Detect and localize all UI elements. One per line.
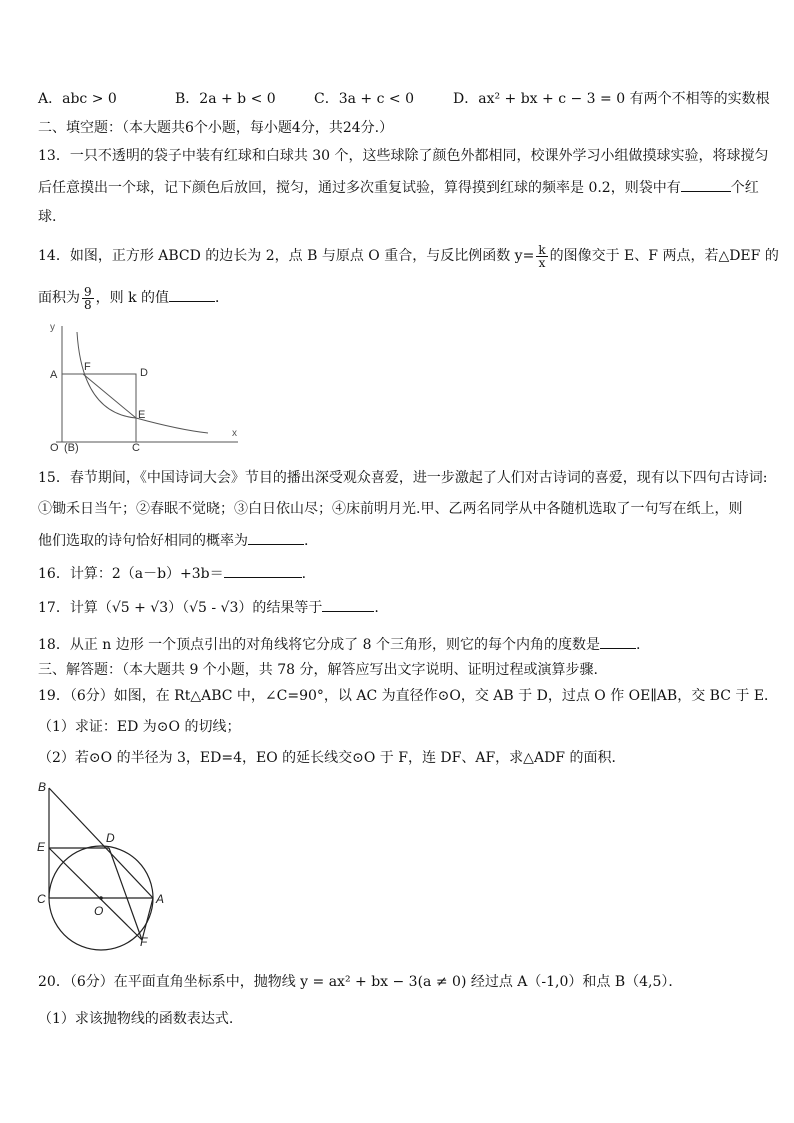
q18-text-a: 18．从正 n 边形 一个顶点引出的对角线将它分成了 8 个三角形，则它的每个内角的度数是 [38, 637, 600, 653]
label-b: (B) [64, 442, 79, 454]
q13-text-a: 后任意摸出一个球，记下颜色后放回，搅匀，通过多次重复试验，算得摸到红球的频率是 0.2，则袋中有 [38, 180, 681, 196]
q15-line-3 [38, 530, 308, 551]
q13-line-1: 13．一只不透明的袋子中装有红球和白球共 30 个，这些球除了颜色外都相同，校课外学习小组做摸球实验，将球搅匀 [38, 148, 769, 164]
q14-text-a: 14．如图，正方形 ABCD 的边长为 2，点 B 与原点 O 重合，与反比例函数 y= [38, 248, 535, 264]
label-y: y [50, 322, 55, 333]
q19-line-1: 19．（6分）如图，在 Rt△ABC 中，∠C=90°，以 AC 为直径作⊙O，交 AB 于 D，过点 O 作 OE∥AB，交 BC 于 E． [38, 688, 779, 704]
segment-ef [49, 848, 142, 940]
square-abcd [62, 374, 136, 442]
q14-answer-blank [169, 287, 215, 302]
q16-line [38, 563, 306, 584]
q14-function-fraction: $\frac{k}{x}$ [538, 242, 546, 270]
label-c: C [132, 442, 140, 454]
label-o: O [50, 442, 59, 454]
q17-text-b: . [374, 600, 379, 616]
q17-line [38, 597, 379, 618]
label-o: O [94, 904, 104, 918]
section-2-heading: 二、填空题：（本大题共6个小题，每小题4分，共24分.） [38, 120, 394, 136]
q13-line-2 [38, 177, 759, 198]
q18-answer-blank [600, 634, 636, 649]
segment-ba [49, 788, 153, 898]
q15-text-b: . [304, 533, 309, 549]
label-e: E [138, 409, 146, 421]
segment-af [142, 898, 153, 940]
segment-df [109, 848, 142, 940]
q20-line-2: （1）求该抛物线的函数表达式. [38, 1011, 234, 1027]
q19-line-2: （1）求证：ED 为⊙O 的切线； [38, 719, 241, 735]
q13-text-b: 个红 [730, 180, 759, 196]
label-a: A [156, 892, 165, 906]
q18-text-b: . [636, 637, 641, 653]
q20-line-1: 20．（6分）在平面直角坐标系中，抛物线 y = ax² + bx − 3(a ≠ 0) 经过点 A（-1,0）和点 B（4,5）． [38, 974, 683, 990]
label-e: E [37, 840, 46, 854]
q16-text-a: 16．计算：2（a－b）+3b＝ [38, 566, 224, 582]
q14-text-e: ． [215, 290, 230, 306]
q19-line-3: （2）若⊙O 的半径为 3，ED=4，EO 的延长线交⊙O 于 F，连 DF、AF，求△ADF 的面积． [38, 750, 626, 766]
segment-fe [83, 374, 136, 418]
label-a: A [50, 369, 58, 381]
option-b: B．2a + b < 0 [175, 91, 276, 107]
label-c: C [37, 892, 46, 906]
q14-area-fraction: $\frac{9}{8}$ [84, 284, 92, 312]
q19-figure [34, 778, 174, 953]
q14-text-c: 面积为 [38, 290, 80, 306]
q17-text-a: 17．计算（√5 + √3）（√5 - √3）的结果等于 [38, 600, 323, 616]
label-f: F [140, 935, 148, 949]
q15-line-2: ①锄禾日当午；②春眠不觉晓；③白日依山尽；④床前明月光.甲、乙两名同学从中各随机选取了一句写在纸上，则 [38, 501, 743, 517]
q17-answer-blank [322, 597, 374, 612]
label-x: x [232, 428, 237, 439]
q18-line [38, 634, 640, 655]
q14-line-2 [38, 283, 229, 313]
section-3-heading: 三、解答题：（本大题共 9 个小题，共 78 分，解答应写出文字说明、证明过程或演算步骤. [38, 662, 598, 678]
q13-line-3: 球. [38, 209, 57, 225]
label-b: B [38, 780, 47, 794]
q15-answer-blank [248, 530, 304, 545]
q14-figure [40, 318, 250, 458]
q16-answer-blank [224, 563, 302, 578]
q14-text-b: 的图像交于 E、F 两点，若△DEF 的 [549, 248, 779, 264]
option-c: C．3a + c < 0 [314, 91, 414, 107]
label-d: D [140, 367, 148, 379]
option-d: D．ax² + bx + c − 3 = 0 有两个不相等的实数根 [453, 91, 770, 107]
q16-text-b: . [301, 566, 307, 582]
q13-answer-blank [681, 177, 731, 192]
label-f: F [84, 361, 91, 373]
label-d: D [106, 831, 115, 845]
center-point [99, 896, 103, 900]
option-a: A．abc > 0 [38, 91, 117, 107]
q14-text-d: ，则 k 的值 [95, 290, 170, 306]
q15-text-a: 他们选取的诗句恰好相同的概率为 [38, 533, 248, 549]
q14-line-1 [38, 242, 779, 270]
q15-line-1: 15．春节期间，《中国诗词大会》节目的播出深受观众喜爱，进一步激起了人们对古诗词的喜爱，现有以下四句古诗词: [38, 470, 768, 486]
